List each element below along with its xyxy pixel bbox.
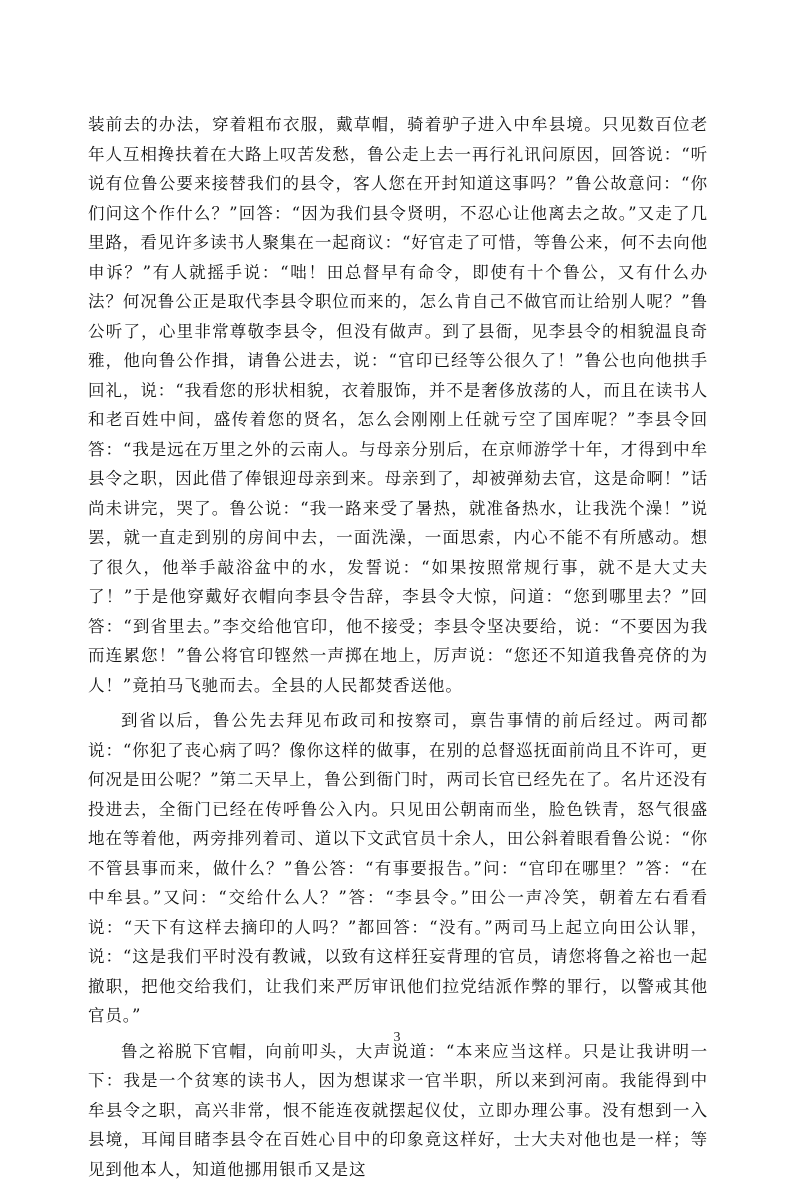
paragraph-2: 到省以后，鲁公先去拜见布政司和按察司，禀告事情的前后经过。两司都说：“你犯了丧心病了吗？像你这样的做事，在别的总督巡抚面前尚且不许可，更何况是田公呢？”第二天早上，鲁公到衙门时，两司长官已经先在了。名片还没有投进去，全衙门已经在传呼鲁公入内。只见田公朝南而坐，脸色铁青，怒气很盛地在等着他，两旁排列着司、道以下文武官员十余人，田公斜着眼看鲁公说：“你不管县事而来，做什么？”鲁公答：“有事要报告。”问：“官印在哪里？”答：“在中牟县。”又问：“交给什么人？”答：“李县令。”田公一声冷笑，朝着左右看看说：“天下有这样去摘印的人吗？”都回答：“没有。”两司马上起立向田公认罪，说：“这是我们平时没有教诫，以致有这样狂妄背理的官员，请您将鲁之裕也一起撤职，把他交给我们，让我们来严厉审讯他们拉党结派作弊的罪行，以警戒其他官员。”	[88, 706, 708, 1031]
page-number: 3	[0, 1030, 794, 1046]
paragraph-1: 装前去的办法，穿着粗布衣服，戴草帽，骑着驴子进入中牟县境。只见数百位老年人互相搀扶着在大路上叹苦发愁，鲁公走上去一再行礼讯问原因，回答说：“听说有位鲁公要来接替我们的县令，客人您在开封知道这事吗？”鲁公故意问：“你们问这个作什么？”回答：“因为我们县令贤明，不忍心让他离去之故。”又走了几里路，看见许多读书人聚集在一起商议：“好官走了可惜，等鲁公来，何不去向他申诉？”有人就摇手说：“咄！田总督早有命令，即使有十个鲁公，又有什么办法？何况鲁公正是取代李县令职位而来的，怎么肯自己不做官而让给别人呢？”鲁公听了，心里非常尊敬李县令，但没有做声。到了县衙，见李县令的相貌温良奇雅，他向鲁公作揖，请鲁公进去，说：“官印已经等公很久了！”鲁公也向他拱手回礼，说：“我看您的形状相貌，衣着服饰，并不是奢侈放荡的人，而且在读书人和老百姓中间，盛传着您的贤名，怎么会刚刚上任就亏空了国库呢？”李县令回答：“我是远在万里之外的云南人。与母亲分别后，在京师游学十年，才得到中牟县令之职，因此借了俸银迎母亲到来。母亲到了，却被弹劾去官，这是命啊！”话尚未讲完，哭了。鲁公说：“我一路来受了暑热，就准备热水，让我洗个澡！”说罢，就一直走到别的房间中去，一面洗澡，一面思索，内心不能不有所感动。想了很久，他举手敲浴盆中的水，发誓说：“如果按照常规行事，就不是大丈夫了！”于是他穿戴好衣帽向李县令告辞，李县令大惊，问道：“您到哪里去？”回答：“到省里去。”李交给他官印，他不接受；李县令坚决要给，说：“不要因为我而连累您！”鲁公将官印铿然一声掷在地上，厉声说：“您还不知道我鲁亮侪的为人！”竟拍马飞驰而去。全县的人民都焚香送他。	[88, 110, 708, 700]
body-text	[88, 110, 708, 1184]
paragraph-3: 鲁之裕脱下官帽，向前叩头，大声说道：“本来应当这样。只是让我讲明一下：我是一个贫寒的读书人，因为想谋求一官半职，所以来到河南。我能得到中牟县令之职，高兴非常，恨不能连夜就摆起仪仗，立即办理公事。没有想到一入县境，耳闻目睹李县令在百姓心目中的印象竟这样好，士大夫对他也是一样；等见到他本人，知道他挪用银币又是这	[88, 1037, 708, 1184]
